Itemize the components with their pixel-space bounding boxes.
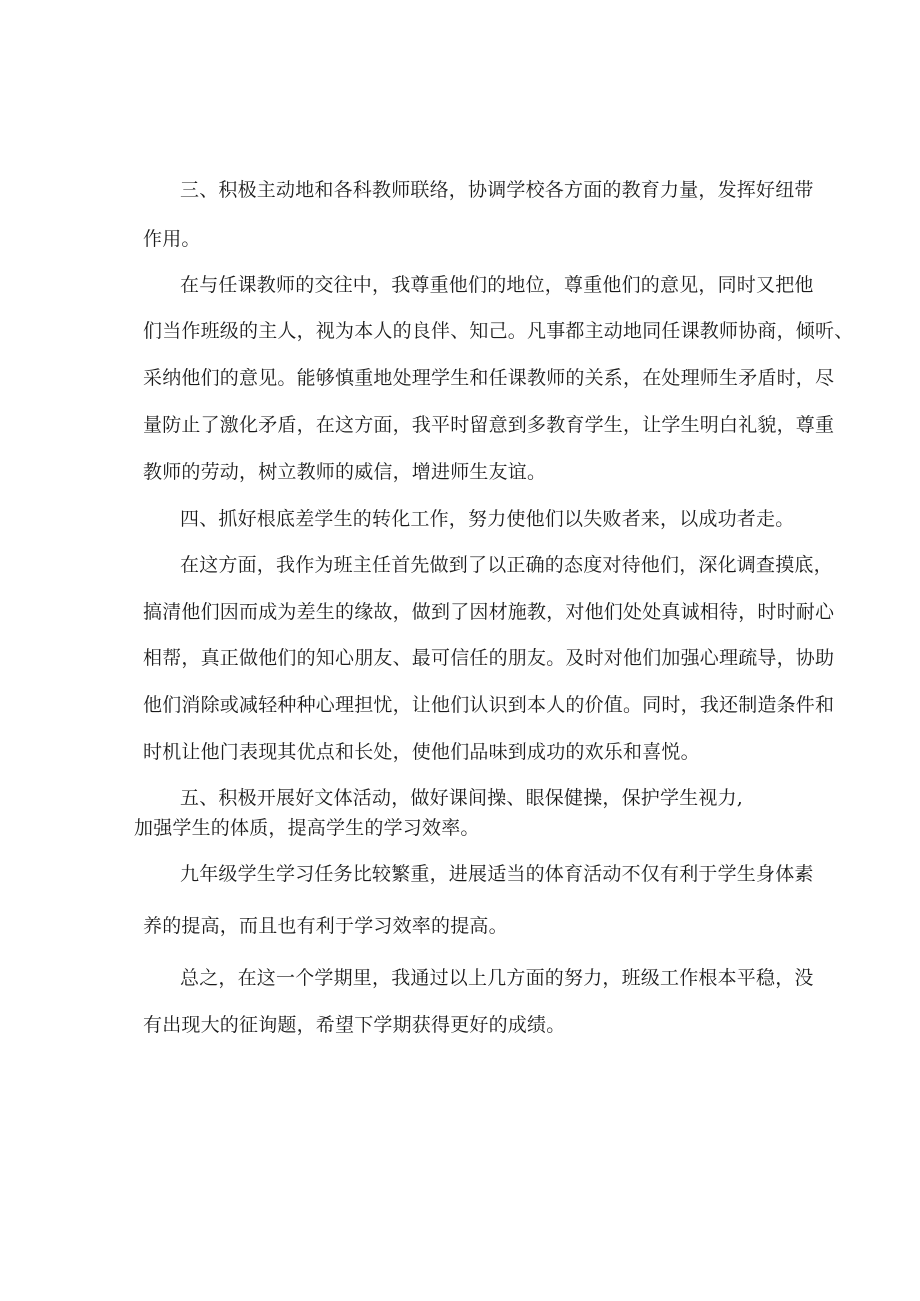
paragraph-line: 们当作班级的主人，视为本人的良伴、知己。凡事都主动地同任课教师协商，倾听、 bbox=[143, 320, 854, 342]
section-4-heading: 四、抓好根底差学生的转化工作，努力使他们以失败者来，以成功者走。 bbox=[180, 508, 795, 530]
paragraph-line: 量防止了激化矛盾，在这方面，我平时留意到多教育学生，让学生明白礼貌，尊重 bbox=[143, 414, 835, 436]
conclusion-line-1: 总之，在这一个学期里，我通过以上几方面的努力，班级工作根本平稳，没 bbox=[180, 967, 814, 989]
paragraph-line: 九年级学生学习任务比较繁重，进展适当的体育活动不仅有利于学生身体素 bbox=[180, 863, 814, 885]
paragraph-line: 采纳他们的意见。能够慎重地处理学生和任课教师的关系，在处理师生矛盾时，尽 bbox=[143, 367, 835, 389]
paragraph-line: 教师的劳动，树立教师的威信，增进师生友谊。 bbox=[143, 461, 547, 483]
paragraph-line: 在这方面，我作为班主任首先做到了以正确的态度对待他们，深化调查摸底， bbox=[180, 554, 833, 576]
paragraph-line: 他们消除或减轻种种心理担忧，让他们认识到本人的价值。同时，我还制造条件和 bbox=[143, 694, 835, 716]
section-3-heading-line-2: 作用。 bbox=[143, 228, 201, 250]
section-3-heading-line-1: 三、积极主动地和各科教师联络，协调学校各方面的教育力量，发挥好纽带 bbox=[180, 179, 814, 201]
paragraph-line: 时机让他门表现其优点和长处，使他们品味到成功的欢乐和喜悦。 bbox=[143, 741, 700, 763]
section-5-heading-line-1: 五、积极开展好文体活动，做好课间操、眼保健操，保护学生视力, bbox=[180, 787, 744, 809]
paragraph-line: 相帮，真正做他们的知心朋友、最可信任的朋友。及时对他们加强心理疏导，协助 bbox=[143, 647, 835, 669]
paragraph-line: 在与任课教师的交往中，我尊重他们的地位，尊重他们的意见，同时又把他 bbox=[180, 274, 814, 296]
section-5-heading-line-2: 加强学生的体质，提高学生的学习效率。 bbox=[134, 817, 480, 839]
conclusion-line-2: 有出现大的征询题，希望下学期获得更好的成绩。 bbox=[143, 1014, 566, 1036]
paragraph-line: 搞清他们因而成为差生的缘故，做到了因材施教，对他们处处真诚相待，时时耐心 bbox=[143, 601, 835, 623]
paragraph-line: 养的提高，而且也有利于学习效率的提高。 bbox=[143, 915, 508, 937]
